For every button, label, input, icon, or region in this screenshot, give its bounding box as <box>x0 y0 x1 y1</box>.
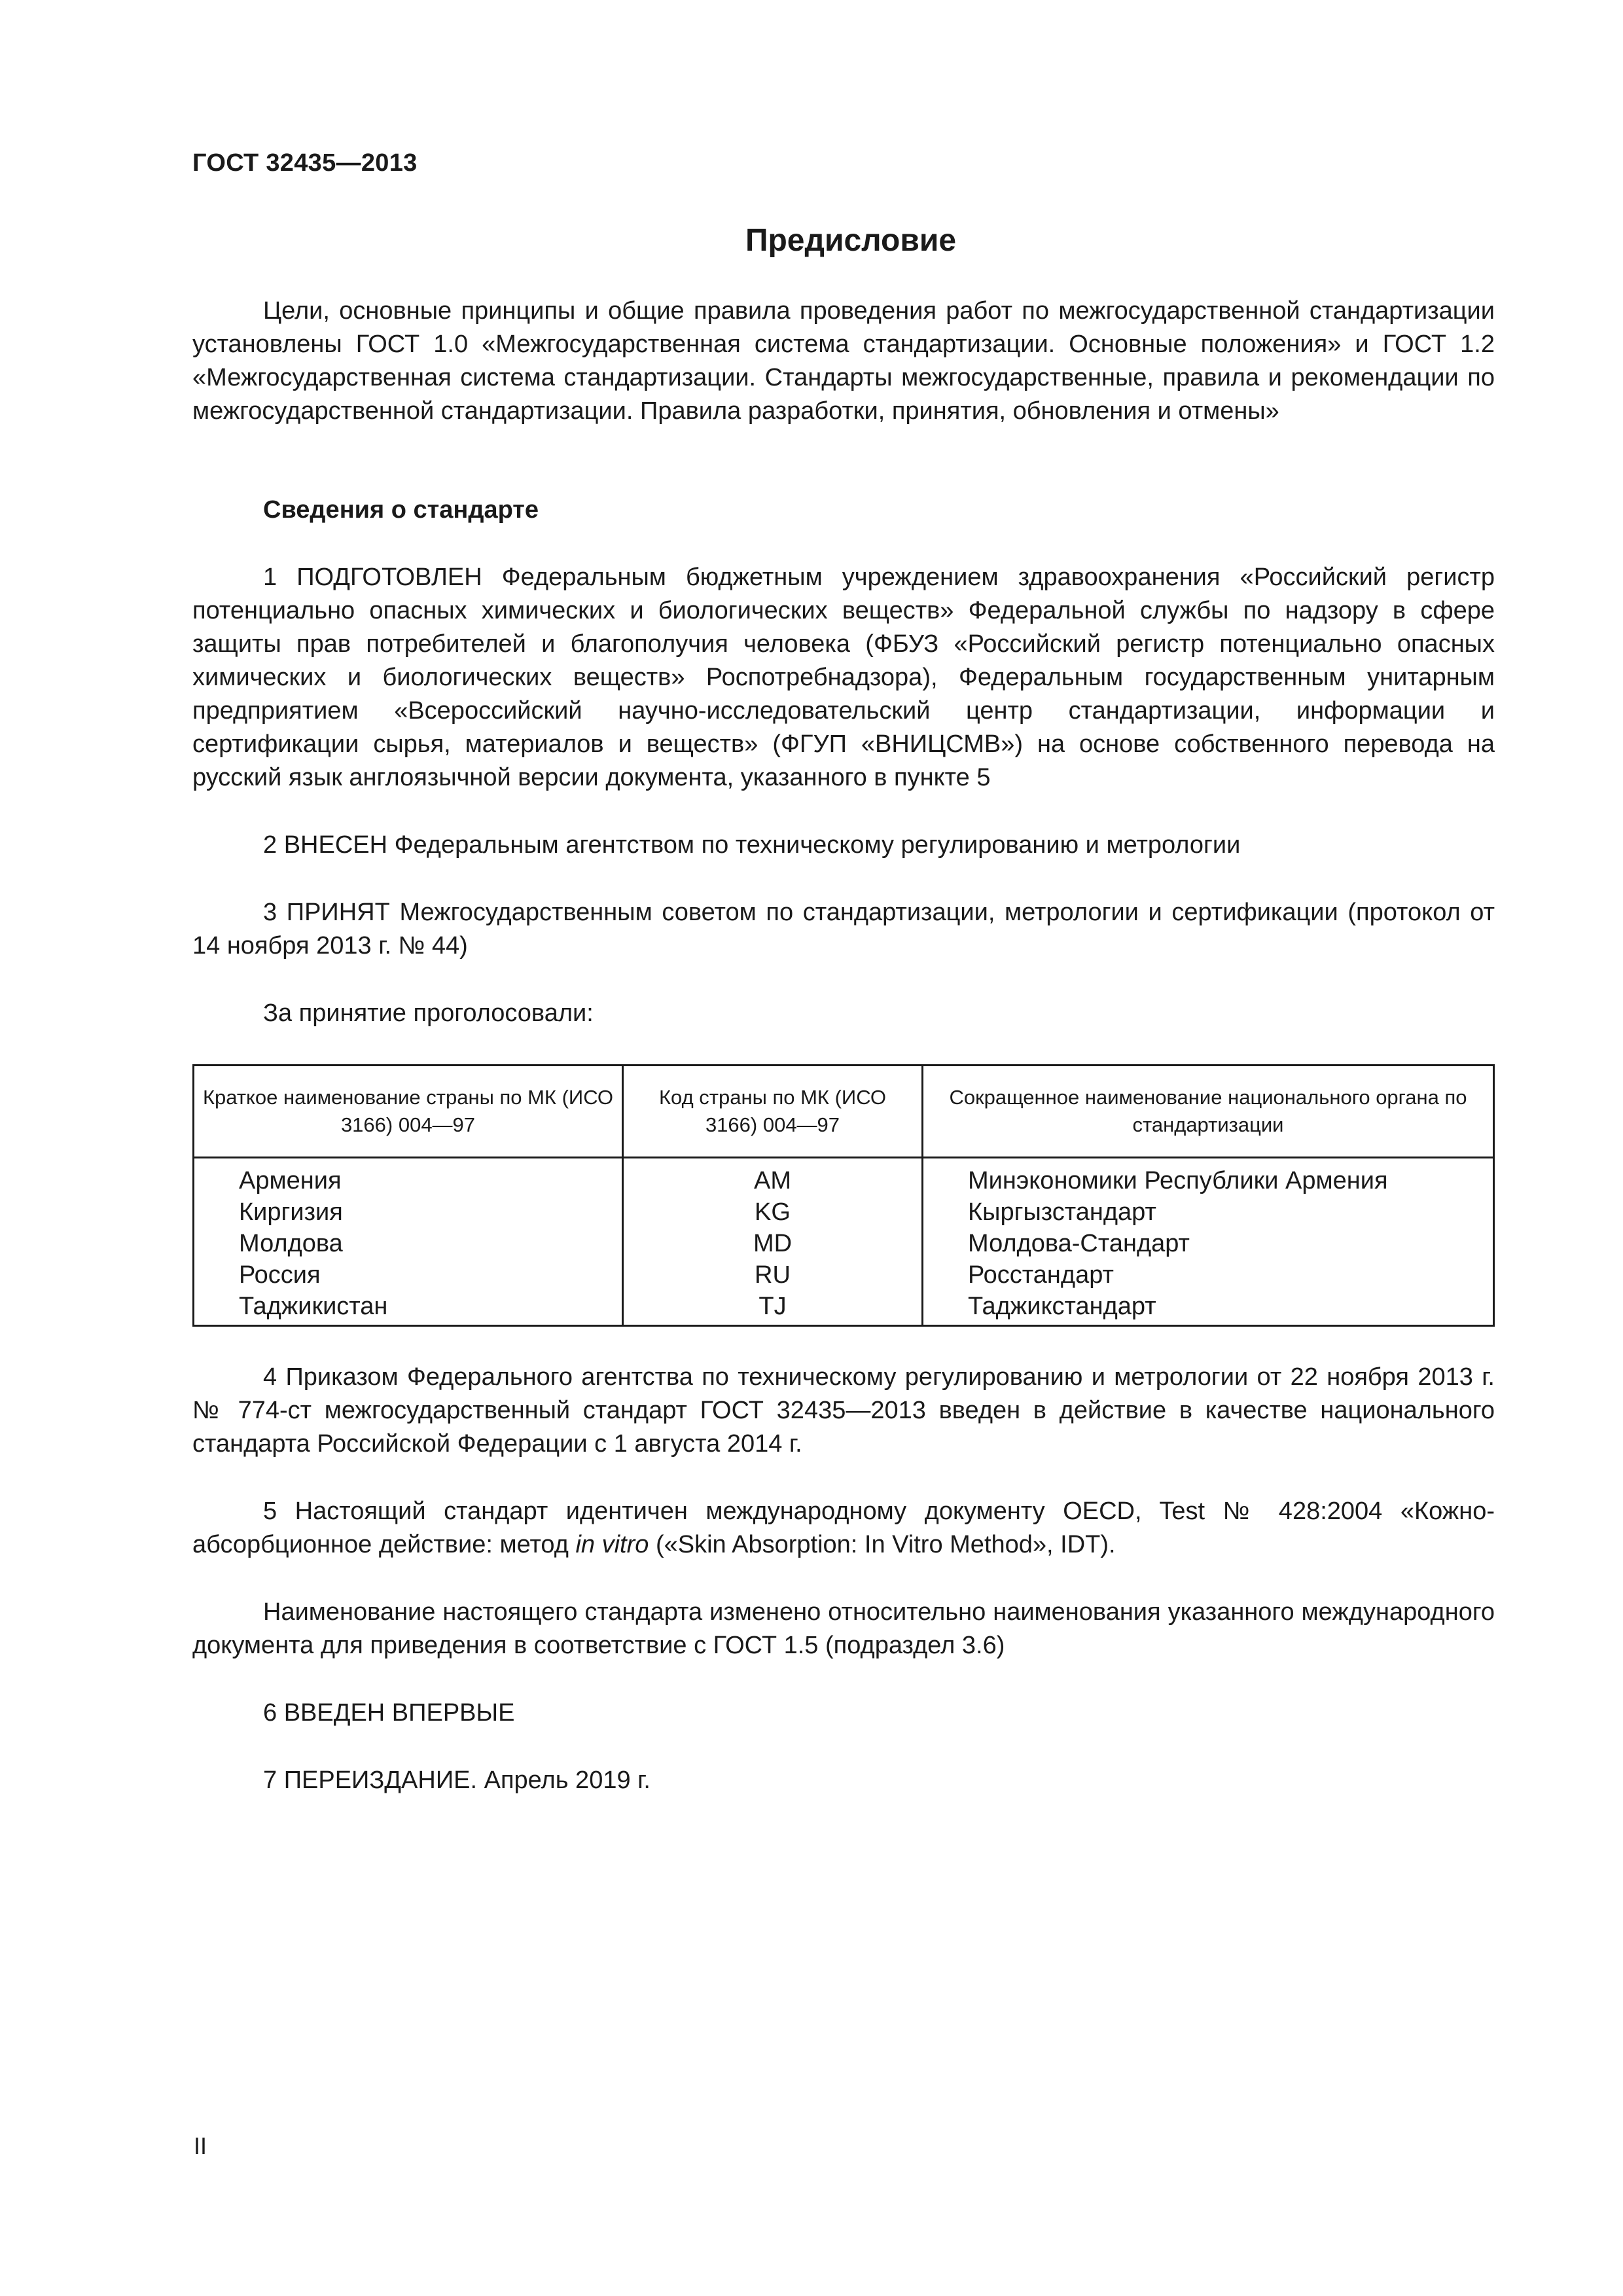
country-code-cell: MD <box>623 1228 923 1259</box>
table-row <box>194 1158 1494 1197</box>
header-national-body: Сокращенное наименование национального органа по стандартизации <box>923 1066 1494 1158</box>
item-3-paragraph: 3 ПРИНЯТ Межгосударственным советом по стандартизации, метрологии и сертификации (протокол от 14 ноября 2013 г. № 44) <box>192 899 1495 960</box>
table-header-row <box>194 1066 1494 1158</box>
item-1-paragraph: 1 ПОДГОТОВЛЕН Федеральным бюджетным учреждением здравоохранения «Российский регистр потенциально опасных химических и биологических веществ» Федеральной службы по надзору в сфере защиты прав потребителей и благополучия человека (ФБУЗ «Российский регистр потенциально опасных химических и биологических веществ» Роспотребнадзора), Федеральным государственным унитарным предприятием «Всероссийский научно-исследовательский центр стандартизации, информации и сертификации сырья, материалов и веществ» (ФГУП «ВНИЦСМВ») на основе собственного перевода на русский язык англоязычной версии документа, указанного в пункте 5 <box>192 564 1495 791</box>
national-body-cell: Кыргызстандарт <box>923 1196 1494 1228</box>
country-code-cell: RU <box>623 1259 923 1291</box>
country-name-cell: Молдова <box>194 1228 623 1259</box>
vote-intro: За принятие проголосовали: <box>263 999 594 1027</box>
country-name-cell: Россия <box>194 1259 623 1291</box>
national-body-cell: Таджикстандарт <box>923 1291 1494 1326</box>
document-code-header: ГОСТ 32435—2013 <box>192 149 418 177</box>
item-7-paragraph: 7 ПЕРЕИЗДАНИЕ. Апрель 2019 г. <box>263 1767 651 1794</box>
item-4-paragraph: 4 Приказом Федерального агентства по техническому регулированию и метрологии от 22 ноября 2013 г. № 774-ст межгосударственный стандарт ГОСТ 32435—2013 введен в действие в качестве национального стандарта Российской Федерации с 1 августа 2014 г. <box>192 1363 1495 1458</box>
country-name-cell: Киргизия <box>194 1196 623 1228</box>
national-body-cell: Росстандарт <box>923 1259 1494 1291</box>
table-row <box>194 1291 1494 1326</box>
country-code-cell: TJ <box>623 1291 923 1326</box>
section-heading: Сведения о стандарте <box>263 496 539 524</box>
document-body <box>192 295 1495 1797</box>
item-6-paragraph: 6 ВВЕДЕН ВПЕРВЫЕ <box>263 1699 515 1727</box>
item-5-paragraph <box>192 1495 1495 1562</box>
voting-table <box>192 1064 1495 1327</box>
country-code-cell: AM <box>623 1158 923 1197</box>
intro-paragraph: Цели, основные принципы и общие правила проведения работ по межгосударственной стандартизации установлены ГОСТ 1.0 «Межгосударственная система стандартизации. Основные положения» и ГОСТ 1.2 «Межгосударственная система стандартизации. Стандарты межгосударственные, правила и рекомендации по межгосударственной стандартизации. Правила разработки, принятия, обновления и отмены» <box>192 297 1495 425</box>
country-code-cell: KG <box>623 1196 923 1228</box>
item-5-note-paragraph: Наименование настоящего стандарта изменено относительно наименования указанного международного документа для приведения в соответствие с ГОСТ 1.5 (подраздел 3.6) <box>192 1598 1495 1659</box>
item-5-italic-term: in vitro <box>575 1531 649 1558</box>
page-number: II <box>194 2132 207 2159</box>
page-title: Предисловие <box>745 223 957 258</box>
item-5-text-start: 5 Настоящий стандарт идентичен международному документу OECD, Test № 428:2004 «Кожно-абсорбционное действие: метод <box>192 1498 1495 1558</box>
country-name-cell: Армения <box>194 1158 623 1197</box>
header-country-name: Краткое наименование страны по МК (ИСО 3166) 004—97 <box>194 1066 623 1158</box>
item-5-text-end: («Skin Absorption: In Vitro Method», IDT). <box>649 1531 1116 1558</box>
table-row <box>194 1196 1494 1228</box>
national-body-cell: Молдова-Стандарт <box>923 1228 1494 1259</box>
table-row <box>194 1228 1494 1259</box>
country-name-cell: Таджикистан <box>194 1291 623 1326</box>
item-2-paragraph: 2 ВНЕСЕН Федеральным агентством по техническому регулированию и метрологии <box>263 831 1241 859</box>
header-country-code: Код страны по МК (ИСО 3166) 004—97 <box>623 1066 923 1158</box>
national-body-cell: Минэкономики Республики Армения <box>923 1158 1494 1197</box>
table-row <box>194 1259 1494 1291</box>
